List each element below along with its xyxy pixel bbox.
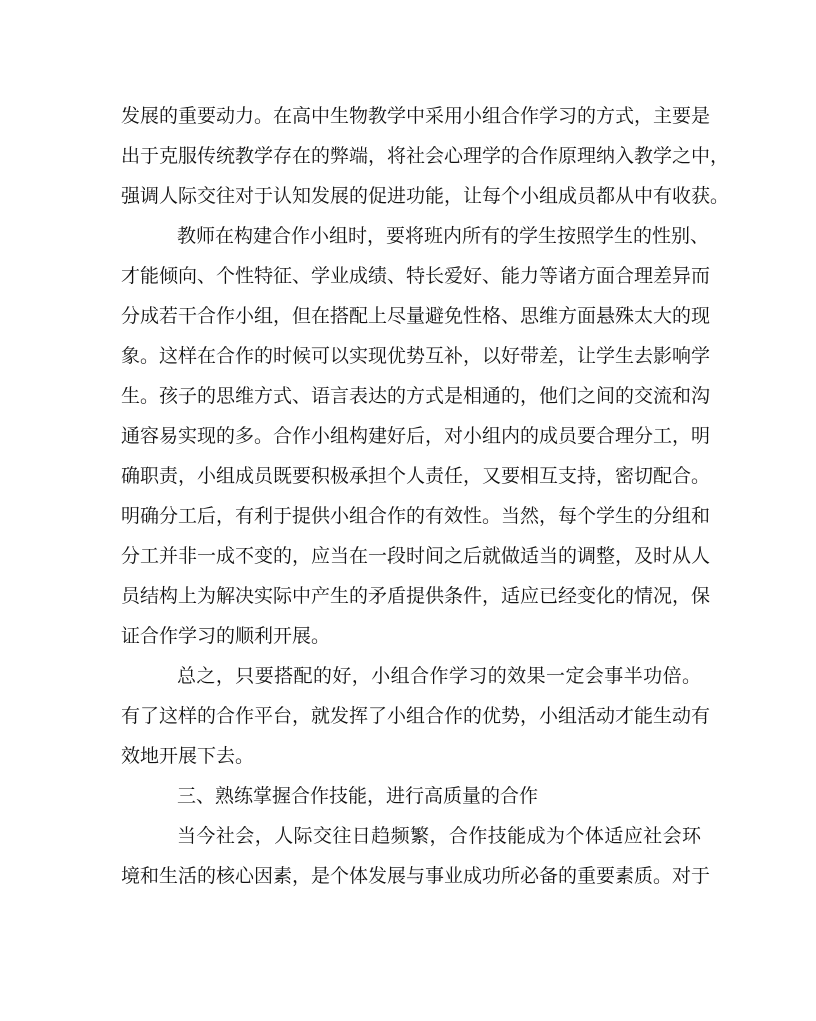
text-line: 教师在构建合作小组时，要将班内所有的学生按照学生的性别、 <box>177 225 710 247</box>
text-line: 强调人际交往对于认知发展的促进功能，让每个小组成员都从中有收获。 <box>121 185 730 207</box>
text-line: 确职责，小组成员既要积极承担个人责任，又要相互支持，密切配合。 <box>121 465 711 487</box>
text-line: 通容易实现的多。合作小组构建好后，对小组内的成员要合理分工，明 <box>121 425 711 447</box>
text-line: 出于克服传统教学存在的弊端，将社会心理学的合作原理纳入教学之中， <box>121 145 730 167</box>
text-line: 有了这样的合作平台，就发挥了小组合作的优势，小组活动才能生动有 <box>121 705 711 727</box>
text-line: 象。这样在合作的时候可以实现优势互补，以好带差，让学生去影响学 <box>121 345 711 367</box>
text-line: 证合作学习的顺利开展。 <box>121 625 331 647</box>
text-line: 境和生活的核心因素，是个体发展与事业成功所必备的重要素质。对于 <box>121 865 711 887</box>
text-line: 总之，只要搭配的好，小组合作学习的效果一定会事半功倍。 <box>177 665 701 687</box>
text-line: 员结构上为解决实际中产生的矛盾提供条件，适应已经变化的情况，保 <box>121 585 711 607</box>
text-line: 当今社会，人际交往日趋频繁，合作技能成为个体适应社会环 <box>177 825 701 847</box>
text-line: 效地开展下去。 <box>121 745 255 767</box>
text-line: 生。孩子的思维方式、语言表达的方式是相通的，他们之间的交流和沟 <box>121 385 711 407</box>
text-line: 明确分工后，有利于提供小组合作的有效性。当然，每个学生的分组和 <box>121 505 711 527</box>
text-line: 才能倾向、个性特征、学业成绩、特长爱好、能力等诸方面合理差异而 <box>121 265 711 287</box>
text-line: 分成若干合作小组，但在搭配上尽量避免性格、思维方面悬殊太大的现 <box>121 305 711 327</box>
section-heading: 三、熟练掌握合作技能，进行高质量的合作 <box>177 785 539 807</box>
text-line: 发展的重要动力。在高中生物教学中采用小组合作学习的方式，主要是 <box>121 105 711 127</box>
document-body <box>121 96 730 896</box>
text-line: 分工并非一成不变的，应当在一段时间之后就做适当的调整，及时从人 <box>121 545 711 567</box>
